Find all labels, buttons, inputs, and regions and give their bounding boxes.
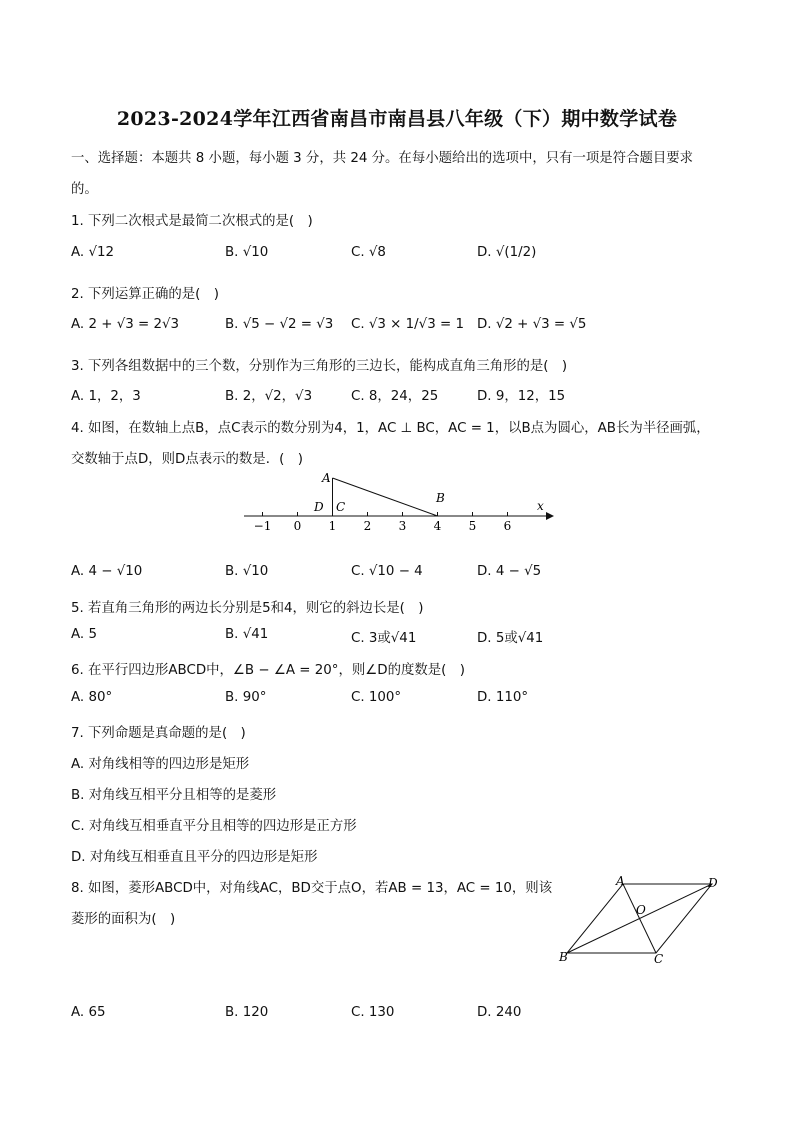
question-4-stem-line-2: 交数轴于点D，则D点表示的数是．( ) — [71, 452, 303, 467]
question-3-option-b: B. 2，√2，√3 — [225, 389, 313, 404]
point-label-b: B — [559, 950, 568, 964]
question-7-option-b: B. 对角线互相平分且相等的是菱形 — [71, 788, 277, 803]
question-6-option-a: A. 80° — [71, 690, 113, 705]
point-label-o: O — [636, 903, 646, 917]
question-1-option-b: B. √10 — [225, 245, 269, 260]
question-5-option-b: B. √41 — [225, 627, 269, 642]
question-4-stem: 4. 如图，在数轴上点B，点C表示的数分别为4，1，AC ⊥ BC，AC = 1，以B点为圆心，AB长为半径画弧， — [71, 421, 710, 436]
axis-arrow — [546, 512, 554, 520]
tick-label: 5 — [468, 519, 477, 533]
question-8-stem-line-2: 菱形的面积为( ) — [71, 912, 176, 927]
axis-label-x: x — [537, 499, 544, 513]
question-4-option-b: B. √10 — [225, 564, 269, 579]
tick-label: 6 — [503, 519, 512, 533]
tick-label: 3 — [398, 519, 407, 533]
question-5-option-a: A. 5 — [71, 627, 97, 642]
tick-label: 0 — [293, 519, 302, 533]
question-2-option-b: B. √5 − √2 = √3 — [225, 317, 334, 332]
question-5-stem: 5. 若直角三角形的两边长分别是5和4，则它的斜边长是( ) — [71, 601, 424, 616]
question-5-option-c: C. 3或√41 — [351, 631, 417, 646]
tick-label: 1 — [328, 519, 337, 533]
question-7-option-a: A. 对角线相等的四边形是矩形 — [71, 757, 250, 772]
question-4-option-c: C. √10 − 4 — [351, 564, 423, 579]
question-3-option-a: A. 1，2，3 — [71, 389, 141, 404]
tick-marks — [263, 512, 508, 516]
question-7-stem: 7. 下列命题是真命题的是( ) — [71, 726, 246, 741]
point-label-a: A — [616, 874, 625, 888]
question-7-option-c: C. 对角线互相垂直平分且相等的四边形是正方形 — [71, 819, 357, 834]
question-3-option-c: C. 8，24，25 — [351, 389, 439, 404]
question-8-option-d: D. 240 — [477, 1005, 522, 1020]
rhombus-figure — [555, 872, 730, 967]
question-4-option-d: D. 4 − √5 — [477, 564, 542, 579]
question-8-option-c: C. 130 — [351, 1005, 395, 1020]
question-6-option-d: D. 110° — [477, 690, 529, 705]
page-title: 2023-2024学年江西省南昌市南昌县八年级（下）期中数学试卷 — [116, 108, 678, 130]
question-7-option-d: D. 对角线互相垂直且平分的四边形是矩形 — [71, 850, 318, 865]
question-4-option-a: A. 4 − √10 — [71, 564, 143, 579]
question-8-option-b: B. 120 — [225, 1005, 269, 1020]
section-heading-line-1: 一、选择题：本题共 8 小题，每小题 3 分，共 24 分。在每小题给出的选项中，只有一项是符合题目要求 — [71, 151, 694, 166]
point-label-d: D — [708, 876, 718, 890]
diagonal-bd — [567, 884, 712, 953]
question-2-option-c: C. √3 × 1/√3 = 1 — [351, 317, 464, 332]
question-6-stem: 6. 在平行四边形ABCD中，∠B − ∠A = 20°，则∠D的度数是( ) — [71, 663, 465, 678]
question-2-stem: 2. 下列运算正确的是( ) — [71, 287, 219, 302]
segment-ab — [333, 478, 438, 516]
question-2-option-d: D. √2 + √3 = √5 — [477, 317, 587, 332]
question-1-option-c: C. √8 — [351, 245, 386, 260]
point-label-d: D — [314, 500, 324, 514]
question-1-option-a: A. √12 — [71, 245, 115, 260]
number-line-figure — [240, 468, 560, 536]
tick-label: −1 — [253, 519, 272, 533]
question-3-option-d: D. 9，12，15 — [477, 389, 566, 404]
question-8-stem: 8. 如图，菱形ABCD中，对角线AC，BD交于点O，若AB = 13，AC = 10，则该 — [71, 881, 553, 896]
question-6-option-c: C. 100° — [351, 690, 402, 705]
section-heading-line-2: 的。 — [71, 182, 98, 197]
point-label-c: C — [654, 952, 664, 966]
question-1-stem: 1. 下列二次根式是最简二次根式的是( ) — [71, 214, 313, 229]
tick-label: 2 — [363, 519, 372, 533]
question-1-option-d: D. √(1/2) — [477, 245, 537, 260]
point-label-b: B — [436, 491, 445, 505]
question-3-stem: 3. 下列各组数据中的三个数，分别作为三角形的三边长，能构成直角三角形的是( ) — [71, 359, 568, 374]
point-label-a: A — [322, 471, 331, 485]
question-8-option-a: A. 65 — [71, 1005, 106, 1020]
question-5-option-d: D. 5或√41 — [477, 631, 544, 646]
tick-labels — [254, 519, 512, 533]
question-2-option-a: A. 2 + √3 = 2√3 — [71, 317, 180, 332]
question-6-option-b: B. 90° — [225, 690, 267, 705]
point-label-c: C — [336, 500, 346, 514]
tick-label: 4 — [433, 519, 442, 533]
